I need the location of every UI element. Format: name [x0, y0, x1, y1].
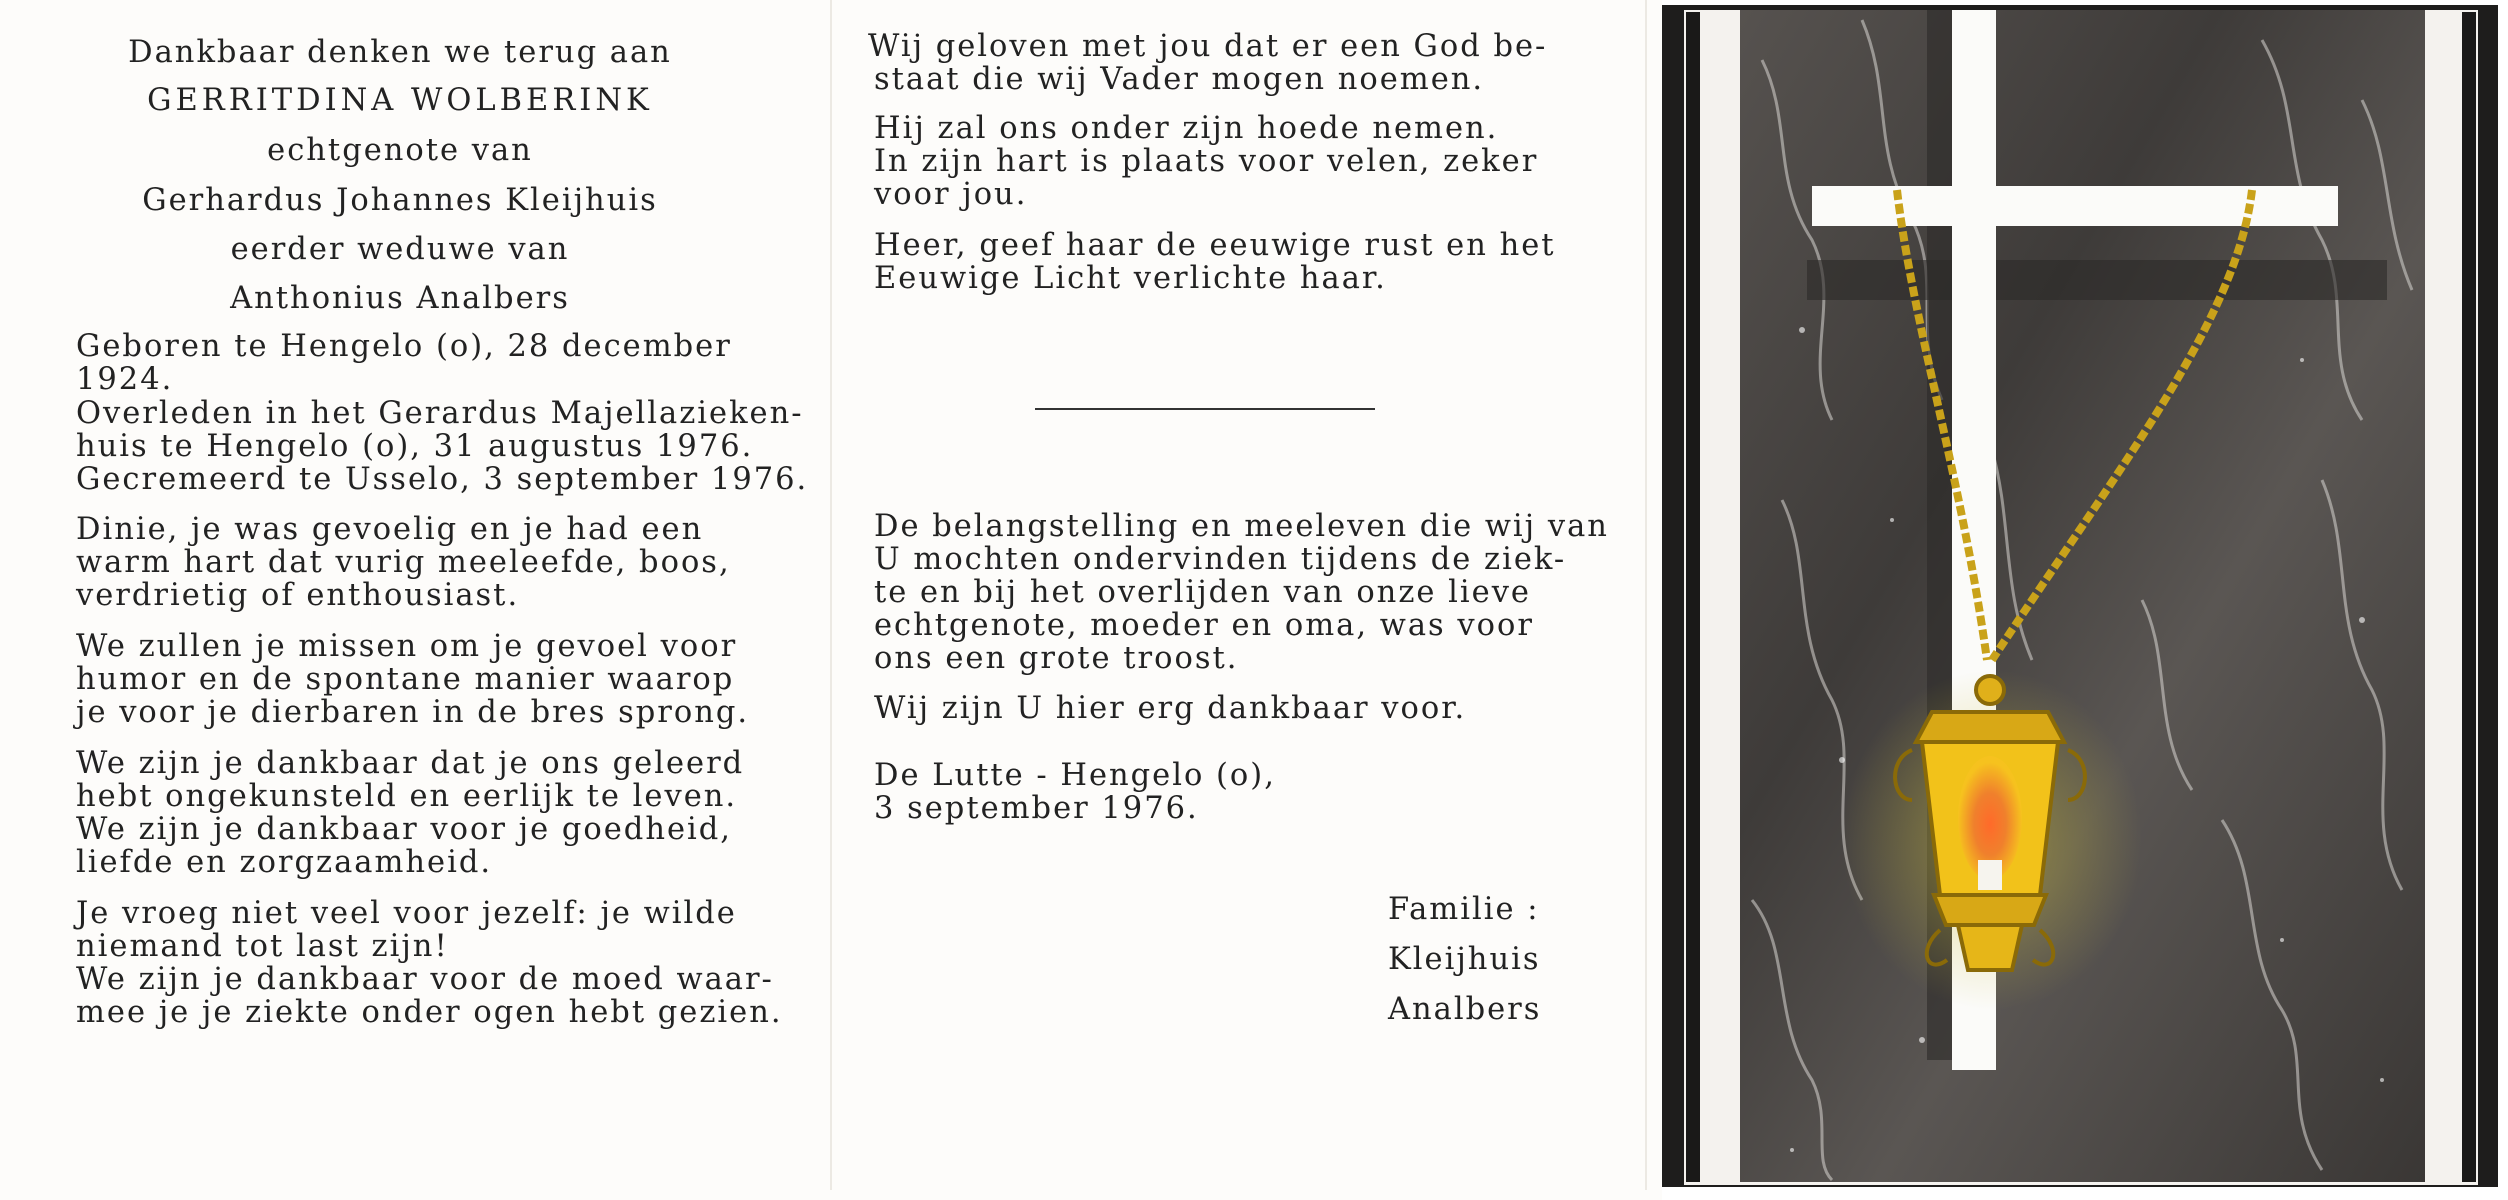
dates-line: 1924. — [76, 362, 174, 397]
para3-line: hebt ongekunsteld en eerlijk te leven. — [76, 779, 738, 814]
prayer-line: voor jou. — [874, 177, 1028, 212]
former-spouse-name: Anthonius Analbers — [230, 281, 570, 316]
para1-line: Dinie, je was gevoelig en je had een — [76, 512, 704, 547]
dates-line: Geboren te Hengelo (o), 28 december — [76, 329, 732, 364]
prayer-line: Eeuwige Licht verlichte haar. — [874, 261, 1387, 296]
cross-horizontal — [1812, 186, 2338, 226]
heading-intro: Dankbaar denken we terug aan — [128, 35, 672, 70]
dates-line: huis te Hengelo (o), 31 augustus 1976. — [76, 429, 754, 464]
left-panel — [0, 0, 830, 1200]
prayer-line: Heer, geef haar de eeuwige rust en het — [874, 228, 1556, 263]
family-label: Familie : — [1388, 892, 1540, 927]
para3-line: liefde en zorgzaamheid. — [76, 845, 493, 880]
place-date-line: De Lutte - Hengelo (o), — [874, 758, 1276, 793]
prayer-line: Wij geloven met jou dat er een God be- — [868, 29, 1548, 64]
para4-line: mee je je ziekte onder ogen hebt gezien. — [76, 995, 783, 1030]
heading-widow-intro: eerder weduwe van — [230, 232, 570, 267]
prayer-line: In zijn hart is plaats voor velen, zeker — [874, 144, 1539, 179]
thanks-line: te en bij het overlijden van onze lieve — [874, 575, 1531, 610]
cross-lantern-illustration — [1662, 0, 2508, 1200]
prayer-line: staat die wij Vader mogen noemen. — [874, 62, 1485, 97]
thanks-line: Wij zijn U hier erg dankbaar voor. — [874, 691, 1467, 726]
para4-line: niemand tot last zijn! — [76, 929, 449, 964]
fold-line — [830, 0, 832, 1190]
marble-background — [1740, 10, 2425, 1182]
para4-line: We zijn je dankbaar voor de moed waar- — [76, 962, 774, 997]
para2-line: je voor je dierbaren in de bres sprong. — [76, 695, 750, 730]
place-date-line: 3 september 1976. — [874, 791, 1199, 826]
spouse-name: Gerhardus Johannes Kleijhuis — [142, 183, 658, 218]
memorial-image — [1662, 0, 2508, 1200]
para3-line: We zijn je dankbaar voor je goedheid, — [76, 812, 732, 847]
para2-line: humor en de spontane manier waarop — [76, 662, 735, 697]
para1-line: verdrietig of enthousiast. — [76, 578, 520, 613]
deceased-name: GERRITDINA WOLBERINK — [147, 83, 653, 118]
para4-line: Je vroeg niet veel voor jezelf: je wilde — [76, 896, 737, 931]
separator-rule — [1035, 408, 1375, 410]
frame-black-band — [1686, 12, 1700, 1182]
family-name: Kleijhuis — [1388, 942, 1541, 977]
para2-line: We zullen je missen om je gevoel voor — [76, 629, 738, 664]
thanks-line: U mochten ondervinden tijdens de ziek- — [874, 542, 1567, 577]
candle — [1978, 860, 2002, 890]
frame-black-band — [2462, 12, 2476, 1182]
family-name: Analbers — [1388, 992, 1542, 1027]
fold-line — [1645, 0, 1647, 1190]
para3-line: We zijn je dankbaar dat je ons geleerd — [76, 746, 745, 781]
thanks-line: ons een grote troost. — [874, 641, 1239, 676]
cross-shadow — [1807, 260, 2387, 300]
thanks-line: echtgenote, moeder en oma, was voor — [874, 608, 1534, 643]
heading-spouse-intro: echtgenote van — [267, 133, 533, 168]
prayer-line: Hij zal ons onder zijn hoede nemen. — [874, 111, 1499, 146]
dates-line: Overleden in het Gerardus Majellazieken- — [76, 396, 804, 431]
dates-line: Gecremeerd te Usselo, 3 september 1976. — [76, 462, 809, 497]
thanks-line: De belangstelling en meeleven die wij van — [874, 509, 1609, 544]
para1-line: warm hart dat vurig meeleefde, boos, — [76, 545, 731, 580]
